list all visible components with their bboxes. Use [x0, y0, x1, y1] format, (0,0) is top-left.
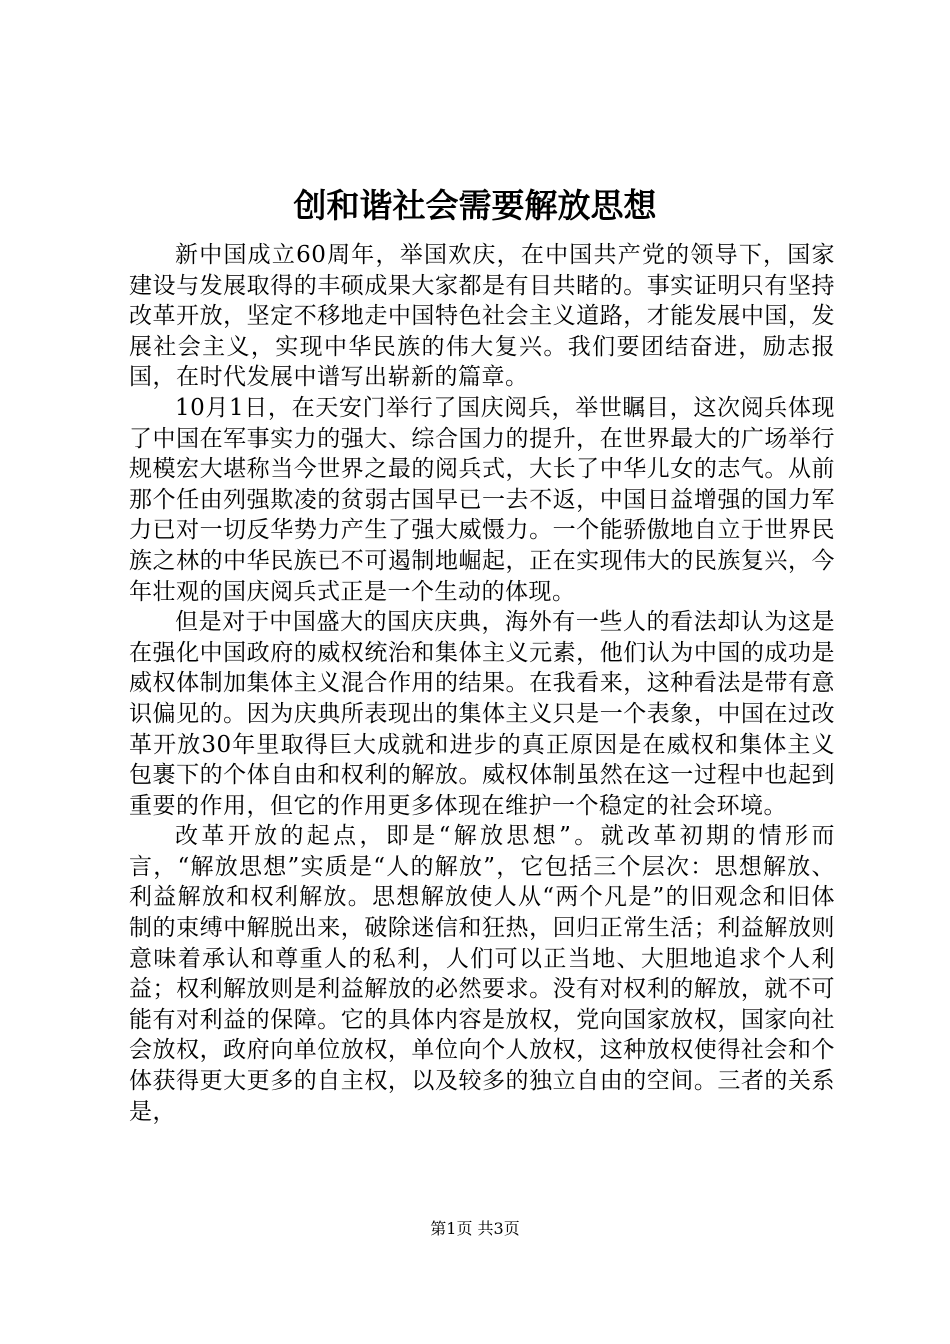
- paragraph: 10月1日，在天安门举行了国庆阅兵，举世瞩目，这次阅兵体现了中国在军事实力的强大、综合国力的提升，在世界最大的广场举行规模宏大堪称当今世界之最的阅兵式，大长了中华儿女的志气。从前那个任由列强欺凌的贫弱古国早已一去不返，中国日益增强的国力军力已对一切反华势力产生了强大威慑力。一个能骄傲地自立于世界民族之林的中华民族已不可遏制地崛起，正在实现伟大的民族复兴，今年壮观的国庆阅兵式正是一个生动的体现。: [129, 394, 835, 605]
- document-body: [129, 240, 835, 1127]
- page-number: 第1页 共3页: [430, 1219, 520, 1238]
- paragraph: 改革开放的起点，即是“解放思想”。就改革初期的情形而言，“解放思想”实质是“人的解放”，它包括三个层次：思想解放、利益解放和权利解放。思想解放使人从“两个凡是”的旧观念和旧体制的束缚中解脱出来，破除迷信和狂热，回归正常生活；利益解放则意味着承认和尊重人的私利，人们可以正当地、大胆地追求个人利益；权利解放则是利益解放的必然要求。没有对权利的解放，就不可能有对利益的保障。它的具体内容是放权，党向国家放权，国家向社会放权，政府向单位放权，单位向个人放权，这种放权使得社会和个体获得更大更多的自主权，以及较多的独立自由的空间。三者的关系是，: [129, 823, 835, 1125]
- document-title: 创和谐社会需要解放思想: [293, 186, 657, 225]
- paragraph: 但是对于中国盛大的国庆庆典，海外有一些人的看法却认为这是在强化中国政府的威权统治和集体主义元素，他们认为中国的成功是威权体制加集体主义混合作用的结果。在我看来，这种看法是带有意识偏见的。因为庆典所表现出的集体主义只是一个表象，中国在过改革开放30年里取得巨大成就和进步的真正原因是在威权和集体主义包裹下的个体自由和权利的解放。威权体制虽然在这一过程中也起到重要的作用，但它的作用更多体现在维护一个稳定的社会环境。: [129, 609, 835, 819]
- paragraph: 新中国成立60周年，举国欢庆，在中国共产党的领导下，国家建设与发展取得的丰硕成果大家都是有目共睹的。事实证明只有坚持改革开放，坚定不移地走中国特色社会主义道路，才能发展中国，发展社会主义，实现中华民族的伟大复兴。我们要团结奋进，励志报国，在时代发展中谱写出崭新的篇章。: [129, 242, 835, 391]
- page-footer: [0, 1218, 950, 1240]
